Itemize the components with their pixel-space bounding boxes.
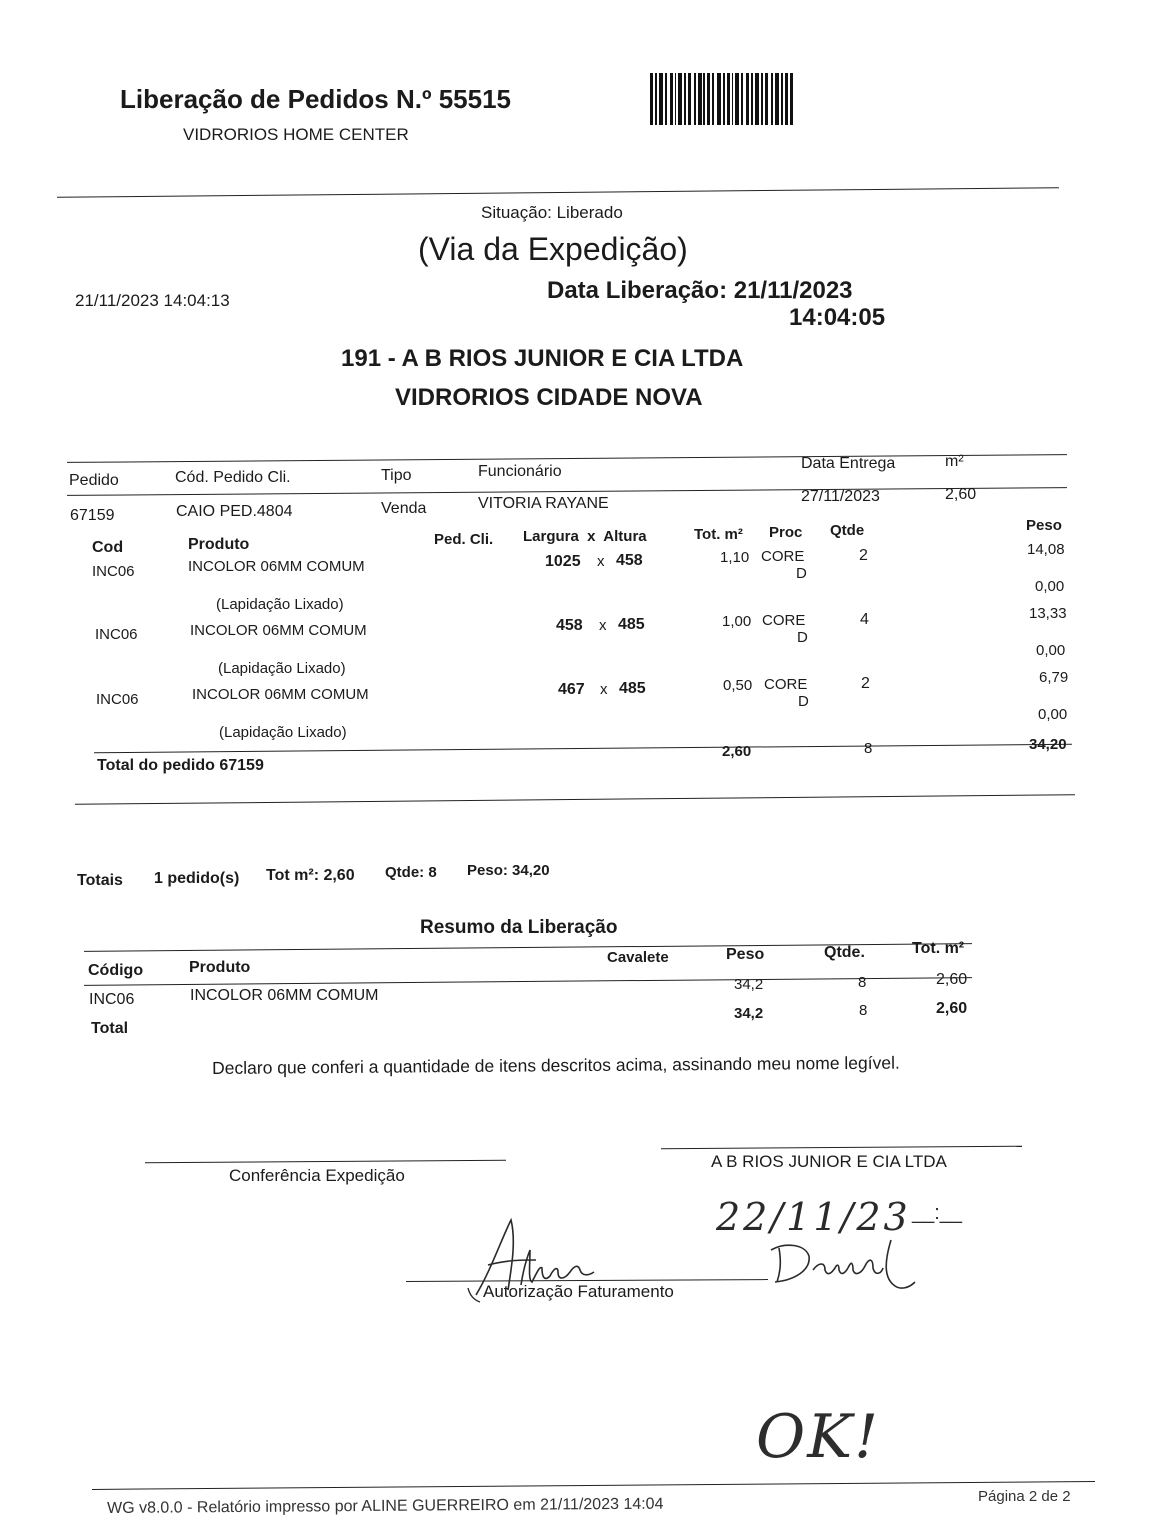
- handwritten-date: 22/11/23: [716, 1195, 911, 1239]
- order-total-m2: 2,60: [722, 743, 752, 760]
- store-line: VIDRORIOS CIDADE NOVA: [395, 384, 703, 411]
- summary-col-produto: Produto: [189, 959, 251, 976]
- order-top-rule: [67, 454, 1067, 463]
- conferencia-label: Conferência Expedição: [229, 1166, 405, 1185]
- summary-row-produto: INCOLOR 06MM COMUM: [190, 987, 379, 1004]
- summary-col-peso: Peso: [726, 946, 765, 963]
- table-row-3-peso: 6,79: [1039, 669, 1069, 686]
- handwritten-ok: OK!: [756, 1402, 881, 1472]
- order-m2: 2,60: [945, 486, 977, 503]
- release-label-text: Data Liberação:: [547, 277, 728, 304]
- table-row-3-x: x: [600, 681, 608, 698]
- col-peso: Peso: [1026, 517, 1062, 534]
- release-time: 14:04:05: [789, 304, 886, 331]
- order-total-rule: [94, 744, 1072, 754]
- table-row-2-detail: (Lapidação Lixado): [218, 660, 346, 677]
- table-row-1-detail: (Lapidação Lixado): [216, 596, 344, 613]
- order-pedido: 67159: [70, 507, 115, 524]
- company-name: VIDRORIOS HOME CENTER: [183, 125, 409, 144]
- totals-pedidos: 1 pedido(s): [154, 870, 240, 887]
- summary-row-peso: 34,2: [734, 976, 764, 993]
- table-row-1-cod: INC06: [92, 563, 135, 580]
- company-sign-line: [661, 1146, 1022, 1150]
- totals-qtde: Qtde: 8: [385, 864, 437, 881]
- release-date: 21/11/2023: [733, 277, 853, 304]
- print-datetime: 21/11/2023 14:04:13: [75, 291, 230, 310]
- table-row-2-cod: INC06: [95, 626, 138, 643]
- footer-printed-by: WG v8.0.0 - Relatório impresso por ALINE GUERREIRO em 21/11/2023 14:04: [107, 1495, 664, 1517]
- table-row-3-altura: 485: [619, 680, 646, 697]
- table-row-1-proc2: D: [796, 565, 807, 582]
- footer-page: Página 2 de 2: [978, 1488, 1071, 1505]
- signature-daniel: [765, 1230, 920, 1300]
- table-row-2-x: x: [599, 617, 607, 634]
- summary-col-tot-m2: Tot. m²: [912, 940, 965, 957]
- table-row-3-tot-m2: 0,50: [723, 677, 753, 694]
- table-row-2-peso2: 0,00: [1036, 642, 1066, 659]
- table-row-1-produto: INCOLOR 06MM COMUM: [188, 558, 365, 575]
- order-bottom-rule: [75, 794, 1075, 805]
- table-row-3-peso2: 0,00: [1038, 706, 1068, 723]
- summary-row-tot-m2: 2,60: [936, 971, 968, 988]
- copy-type: (Via da Expedição): [418, 231, 688, 267]
- col-tipo-label: Tipo: [381, 467, 412, 484]
- table-row-3-proc2: D: [798, 693, 809, 710]
- declaration-text: Declaro que conferi a quantidade de itens descritos acima, assinando meu nome legível.: [212, 1052, 900, 1078]
- table-row-1-qtde: 2: [859, 547, 868, 564]
- table-row-1-proc: CORE: [761, 548, 805, 565]
- col-cod-cli-label: Cód. Pedido Cli.: [175, 469, 291, 486]
- table-row-3-detail: (Lapidação Lixado): [219, 724, 347, 741]
- col-data-entrega-label: Data Entrega: [801, 455, 896, 472]
- summary-title: Resumo da Liberação: [420, 917, 618, 938]
- col-cod: Cod: [92, 539, 124, 556]
- col-pedido-label: Pedido: [69, 472, 119, 489]
- summary-total-peso: 34,2: [734, 1005, 764, 1022]
- time-placeholder: __:__: [912, 1202, 963, 1224]
- autorizacao-label: Autorização Faturamento: [483, 1282, 674, 1301]
- table-row-2-tot-m2: 1,00: [722, 613, 752, 630]
- table-row-3-produto: INCOLOR 06MM COMUM: [192, 686, 369, 703]
- table-row-2-largura: 458: [556, 617, 583, 634]
- table-row-1-tot-m2: 1,10: [720, 549, 750, 566]
- order-data-entrega: 27/11/2023: [801, 488, 880, 505]
- table-row-2-qtde: 4: [860, 611, 869, 628]
- order-funcionario: VITORIA RAYANE: [478, 495, 609, 512]
- order-total-qtde: 8: [864, 740, 873, 757]
- col-produto: Produto: [188, 536, 250, 553]
- order-total-peso: 34,20: [1029, 736, 1067, 753]
- order-tipo: Venda: [381, 500, 427, 517]
- col-m2-label: m²: [945, 453, 964, 470]
- table-row-1-peso: 14,08: [1027, 541, 1065, 558]
- col-qtde: Qtde: [830, 522, 865, 539]
- order-total-label: Total do pedido 67159: [97, 757, 264, 774]
- table-row-2-proc2: D: [797, 629, 808, 646]
- table-row-3-cod: INC06: [96, 691, 139, 708]
- summary-col-qtde: Qtde.: [824, 944, 865, 961]
- release-label: [547, 277, 853, 305]
- summary-row-qtde: 8: [858, 974, 867, 991]
- document-title: Liberação de Pedidos N.º 55515: [120, 84, 511, 114]
- summary-total-label: Total: [91, 1020, 129, 1037]
- summary-col-codigo: Código: [88, 962, 144, 979]
- col-ped-cli: Ped. Cli.: [434, 531, 494, 548]
- summary-row-codigo: INC06: [89, 991, 135, 1008]
- summary-total-qtde: 8: [859, 1002, 868, 1019]
- conferencia-sign-line: [145, 1160, 506, 1164]
- company-sign-label: A B RIOS JUNIOR E CIA LTDA: [711, 1152, 947, 1171]
- table-row-2-produto: INCOLOR 06MM COMUM: [190, 622, 367, 639]
- table-row-2-peso: 13,33: [1029, 605, 1067, 622]
- footer-rule: [92, 1481, 1095, 1490]
- totals-m2: Tot m²: 2,60: [266, 867, 355, 884]
- signature-aline: [466, 1210, 606, 1310]
- summary-total-tot-m2: 2,60: [936, 1000, 968, 1017]
- barcode: [650, 73, 828, 125]
- table-row-3-proc: CORE: [764, 676, 808, 693]
- table-row-3-largura: 467: [558, 681, 585, 698]
- totals-label: Totais: [77, 872, 123, 889]
- col-tot-m2: Tot. m²: [694, 526, 743, 543]
- summary-col-cavalete: Cavalete: [607, 949, 669, 966]
- col-proc: Proc: [769, 524, 803, 541]
- client-line: 191 - A B RIOS JUNIOR E CIA LTDA: [341, 345, 744, 372]
- status-text: Situação: Liberado: [481, 203, 623, 222]
- table-row-3-qtde: 2: [861, 675, 870, 692]
- col-largura-altura: Largura x Altura: [523, 528, 647, 545]
- table-row-1-peso2: 0,00: [1035, 578, 1065, 595]
- table-row-1-x: x: [597, 553, 605, 570]
- table-row-2-proc: CORE: [762, 612, 806, 629]
- col-funcionario-label: Funcionário: [478, 463, 562, 480]
- header-rule: [57, 187, 1059, 198]
- order-cod-cli: CAIO PED.4804: [176, 503, 293, 520]
- table-row-1-altura: 458: [616, 552, 643, 569]
- summary-header-rule: [84, 977, 972, 986]
- table-row-2-altura: 485: [618, 616, 645, 633]
- table-row-1-largura: 1025: [545, 553, 581, 570]
- totals-peso: Peso: 34,20: [467, 862, 550, 879]
